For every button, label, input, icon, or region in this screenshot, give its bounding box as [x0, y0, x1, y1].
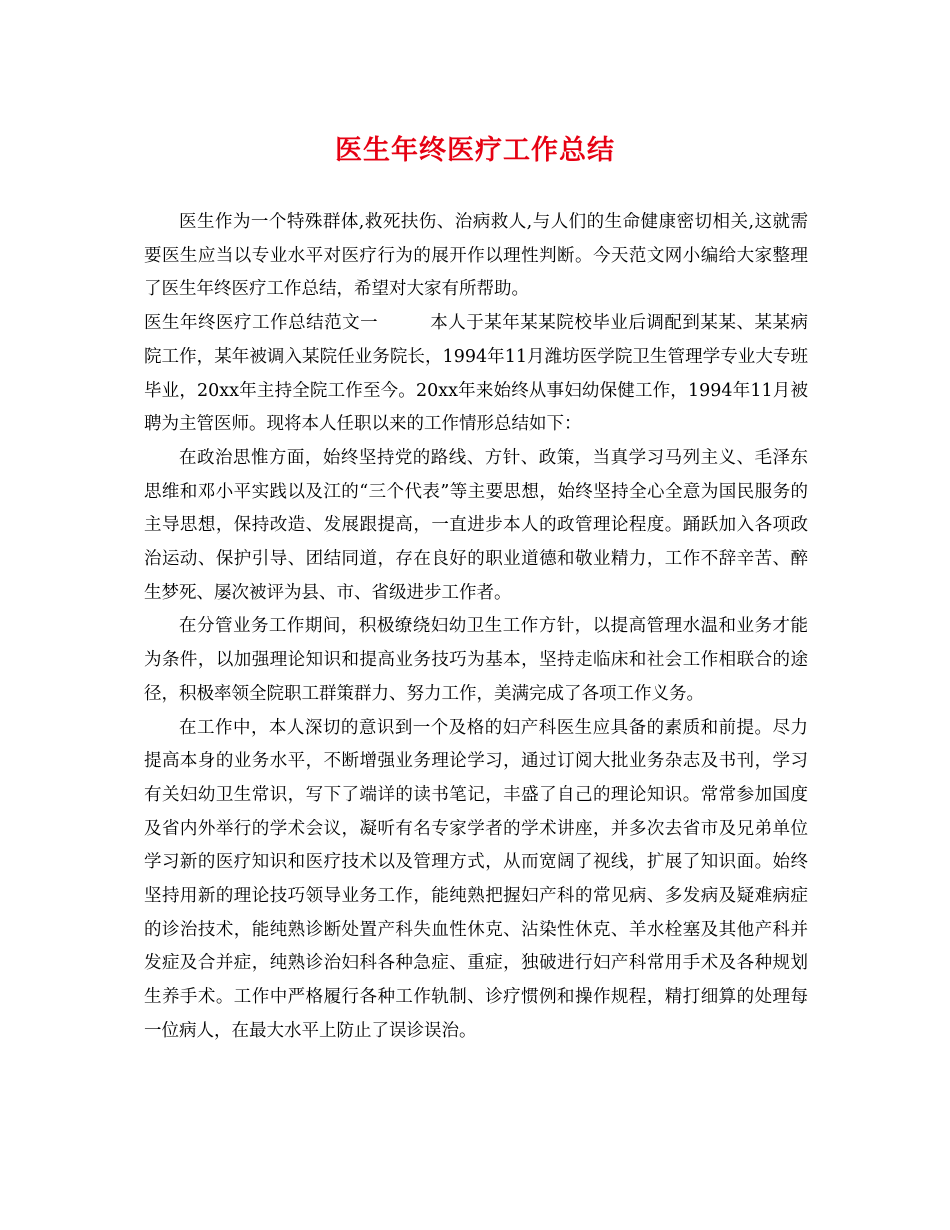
section-paragraph — [144, 307, 808, 442]
intro-paragraph: 医生作为一个特殊群体,救死扶伤、治病救人,与人们的生命健康密切相关,这就需要医生应当以专业水平对医疗行为的展开作以理性判断。今天范文网小编给大家整理了医生年终医疗工作总结，希望对大家有所帮助。 — [144, 212, 808, 300]
section-heading: 医生年终医疗工作总结范文一 — [144, 313, 379, 334]
body-paragraph-work: 在工作中，本人深切的意识到一个及格的妇产科医生应具备的素质和前提。尽力提高本身的业务水平，不断增强业务理论学习，通过订阅大批业务杂志及书刊，学习有关妇幼卫生常识，写下了端详的读书笔记，丰盛了自己的理论知识。常常参加国度及省内外举行的学术会议，凝听有名专家学者的学术讲座，并多次去省市及兄弟单位学习新的医疗知识和医疗技术以及管理方式，从而宽阔了视线，扩展了知识面。始终坚持用新的理论技巧领导业务工作，能纯熟把握妇产科的常见病、多发病及疑难病症的诊治技术，能纯熟诊断处置产科失血性休克、沾染性休克、羊水栓塞及其他产科并发症及合并症，纯熟诊治妇科各种急症、重症，独破进行妇产科常用手术及各种规划生养手术。工作中严格履行各种工作轨制、诊疗惯例和操作规程，精打细算的处理每一位病人，在最大水平上防止了误诊误治。 — [144, 717, 808, 1041]
document-title: 医生年终医疗工作总结 — [335, 135, 615, 166]
body-paragraph-politics: 在政治思惟方面，始终坚持党的路线、方针、政策，当真学习马列主义、毛泽东思维和邓小平实践以及江的“三个代表”等主要思想，始终坚持全心全意为国民服务的主导思想，保持改造、发展跟提高，一直进步本人的政管理论程度。踊跃加入各项政治运动、保护引导、团结同道，存在良好的职业道德和敬业精力，工作不辞辛苦、醉生梦死、屡次被评为县、市、省级进步工作者。 — [144, 447, 808, 603]
section-text: 本人于某年某某院校毕业后调配到某某、某某病院工作，某年被调入某院任业务院长，1994年11月潍坊医学院卫生管理学专业大专班毕业，20xx年主持全院工作至今。20xx年来始终从事妇幼保健工作，1994年11月被聘为主管医师。现将本人任职以来的工作情形总结如下： — [144, 313, 809, 435]
document-body — [144, 206, 808, 1049]
body-paragraph-management: 在分管业务工作期间，积极缭绕妇幼卫生工作方针，以提高管理水温和业务才能为条件，以加强理论知识和提高业务技巧为基本，坚持走临床和社会工作相联合的途径，积极率领全院职工群策群力、努力工作，美满完成了各项工作义务。 — [144, 616, 808, 704]
